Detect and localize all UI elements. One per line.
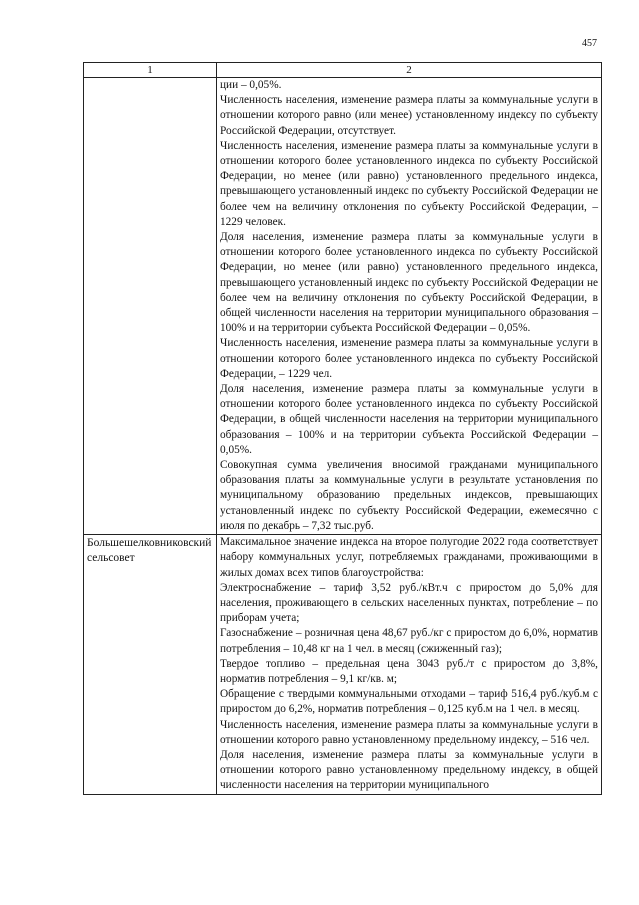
paragraph: Совокупная сумма увеличения вносимой гражданами муниципального образования платы за коммунальные услуги в результате установления по муниципальному образованию предельных индексов, превышающих установленный индекс по субъекту Российской Федерации, ежемесячно с июля по декабрь – 7,32 тыс.руб. xyxy=(220,459,598,532)
table-row xyxy=(84,78,602,535)
paragraph: ции – 0,05%. xyxy=(220,79,282,91)
paragraph: Численность населения, изменение размера платы за коммунальные услуги в отношении которого более установленного индекса по субъекту Российской Федерации, но менее (или равно) установленного предельного индекса, превышающего установленный индекс по субъекту Российской Федерации не более чем на величину отклонения по субъекту Российской Федерации, – 1229 человек. xyxy=(220,139,598,228)
municipality-name xyxy=(87,78,213,79)
paragraph: Газоснабжение – розничная цена 48,67 руб./кг с приростом до 6,0%, норматив потребления – 10,48 кг на 1 чел. в месяц (сжиженный газ); xyxy=(220,627,598,655)
paragraph: Доля населения, изменение размера платы за коммунальные услуги в отношении которого более установленного индекса по субъекту Российской Федерации, но менее (или равно) установленного предельного индекса, превышающего установленный индекс по субъекту Российской Федерации не более чем на величину отклонения по субъекту Российской Федерации, в общей численности населения на территории муниципального образования – 100% и на территории субъекта Российской Федерации – 0,05%. xyxy=(220,231,598,335)
paragraph: Твердое топливо – предельная цена 3043 руб./т с приростом до 3,8%, норматив потребления – 9,1 кг/кв. м; xyxy=(220,657,598,685)
table-header-row xyxy=(84,63,602,78)
page-number: 457 xyxy=(582,38,597,49)
document-table xyxy=(83,62,602,795)
municipality-cell xyxy=(84,535,217,794)
paragraph: Максимальное значение индекса на второе полугодие 2022 года соответствует набору коммунальных услуг, потребляемых гражданами, проживающими в жилых домах всех типов благоустройства: xyxy=(220,536,598,579)
description-cell xyxy=(217,78,602,535)
paragraph: Доля населения, изменение размера платы за коммунальные услуги в отношении которого равно установленному предельному индексу, в общей численности населения на территории муниципального xyxy=(220,748,598,792)
description-cell xyxy=(217,535,602,794)
paragraph: Численность населения, изменение размера платы за коммунальные услуги в отношении которого равно (или менее) установленному индексу по субъекту Российской Федерации, отсутствует. xyxy=(220,94,598,137)
municipality-name: Большешелковниковский сельсовет xyxy=(87,537,212,565)
paragraph: Электроснабжение – тариф 3,52 руб./кВт.ч с приростом до 5,0% для населения, проживающего в сельских населенных пунктах, потребление – по приборам учета; xyxy=(220,581,598,625)
paragraph: Численность населения, изменение размера платы за коммунальные услуги в отношении которого равно установленному предельному индексу, – 516 чел. xyxy=(220,718,598,746)
paragraph: Доля населения, изменение размера платы за коммунальные услуги в отношении которого более установленного индекса по субъекту Российской Федерации, в общей численности населения на территории муниципального образования – 100% и на территории субъекта Российской Федерации – 0,05%. xyxy=(220,383,598,456)
column-header-1: 1 xyxy=(84,63,217,78)
paragraph: Обращение с твердыми коммунальными отходами – тариф 516,4 руб./куб.м с приростом до 6,2%, норматив потребления – 0,125 куб.м на 1 чел. в месяц. xyxy=(220,688,598,716)
column-header-2: 2 xyxy=(217,63,602,78)
paragraph: Численность населения, изменение размера платы за коммунальные услуги в отношении которого более установленного индекса по субъекту Российской Федерации, – 1229 чел. xyxy=(220,337,598,380)
table-row xyxy=(84,535,602,794)
municipality-cell xyxy=(84,78,217,535)
